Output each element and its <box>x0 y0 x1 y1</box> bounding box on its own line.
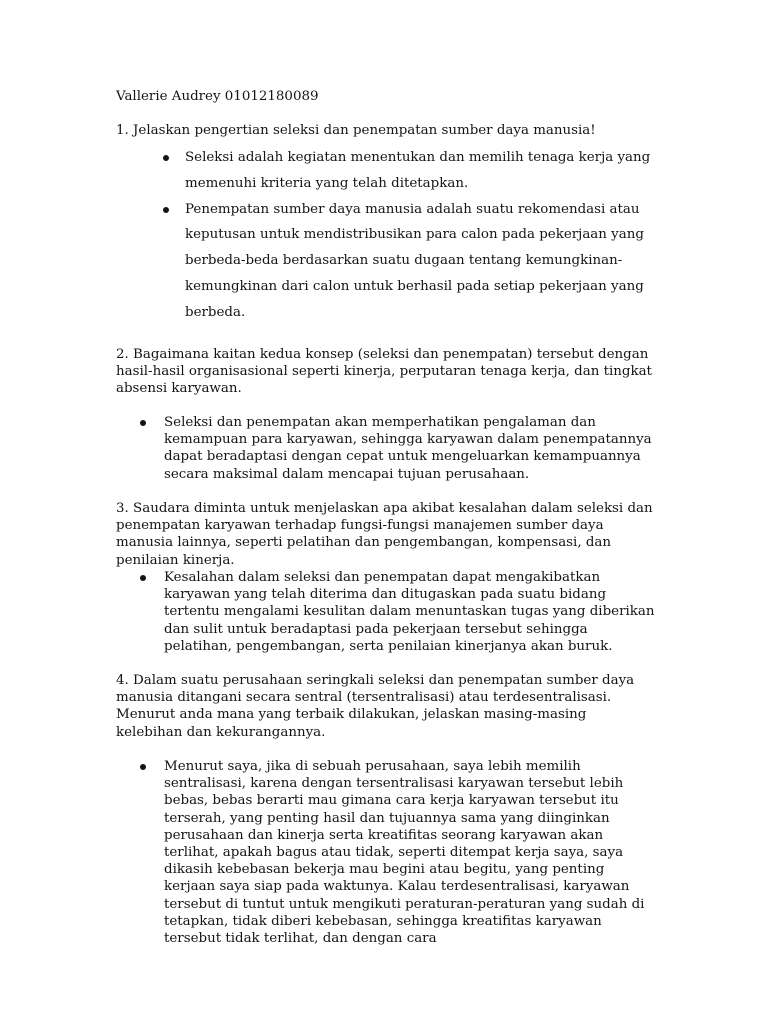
answer-4-list <box>164 758 656 947</box>
answer-text: Penempatan sumber daya manusia adalah suatu rekomendasi atau keputusan untuk mendistribusikan para calon pada pekerjaan yang berbeda-beda berdasarkan suatu dugaan tentang kemungkinan-kemungkinan dari calon untuk berhasil pada setiap pekerjaan yang berbeda. <box>185 201 644 320</box>
question-2: 2. Bagaimana kaitan kedua konsep (seleksi dan penempatan) tersebut dengan hasil-hasil organisasional seperti kinerja, perputaran tenaga kerja, dan tingkat absensi karyawan. <box>116 347 652 397</box>
answer-2-bullet-1 <box>164 414 656 483</box>
answer-4-bullet-1 <box>164 758 656 947</box>
bullet-icon <box>163 155 169 161</box>
question-4: 4. Dalam suatu perusahaan seringkali seleksi dan penempatan sumber daya manusia ditangani secara sentral (tersentralisasi) atau terdesentralisasi. Menurut anda mana yang terbaik dilakukan, jelaskan masing-masing kelebihan dan kekurangannya. <box>116 673 635 740</box>
answer-text: Seleksi adalah kegiatan menentukan dan memilih tenaga kerja yang memenuhi kriteria yang telah ditetapkan. <box>185 150 651 191</box>
answer-3-bullet-1 <box>164 569 656 655</box>
answer-1-bullet-2 <box>185 197 655 326</box>
bullet-icon <box>140 764 146 770</box>
answer-2-list <box>164 414 656 483</box>
answer-text: Kesalahan dalam seleksi dan penempatan dapat mengakibatkan karyawan yang telah diterima dan ditugaskan pada suatu bidang tertentu mengalami kesulitan dalam menuntaskan tugas yang diberikan dan sulit untuk beradaptasi pada pekerjaan tersebut sehingga pelatihan, pengembangan, serta penilaian kinerjanya akan buruk. <box>164 570 655 654</box>
bullet-icon <box>140 420 146 426</box>
question-3: 3. Saudara diminta untuk menjelaskan apa akibat kesalahan dalam seleksi dan penempatan karyawan terhadap fungsi-fungsi manajemen sumber daya manusia lainnya, seperti pelatihan dan pengembangan, kompensasi, dan penilaian kinerja. <box>116 501 653 568</box>
bullet-icon <box>140 575 146 581</box>
answer-3-list <box>164 569 656 655</box>
answer-text: Menurut saya, jika di sebuah perusahaan, saya lebih memilih sentralisasi, karena dengan tersentralisasi karyawan tersebut lebih bebas, bebas berarti mau gimana cara kerja karyawan tersebut itu terserah, yang penting hasil dan tujuannya sama yang diinginkan perusahaan dan kinerja serta kreatifitas seorang karyawan akan terlihat, apakah bagus atau tidak, seperti ditempat kerja saya, saya dikasih kebebasan bekerja mau begini atau begitu, yang penting kerjaan saya siap pada waktunya. Kalau terdesentralisasi, karyawan tersebut di tuntut untuk mengikuti peraturan-peraturan yang sudah di tetapkan, tidak diberi kebebasan, sehingga kreatifitas karyawan tersebut tidak terlihat, dan dengan cara <box>164 759 645 947</box>
question-1: 1. Jelaskan pengertian seleksi dan penempatan sumber daya manusia! <box>116 123 596 138</box>
answer-text: Seleksi dan penempatan akan memperhatikan pengalaman dan kemampuan para karyawan, sehingga karyawan dalam penempatannya dapat beradaptasi dengan cepat untuk mengeluarkan kemampuannya secara maksimal dalam mencapai tujuan perusahaan. <box>164 415 652 482</box>
bullet-icon <box>163 207 169 213</box>
answer-1-bullet-1 <box>185 145 655 197</box>
answer-1-list <box>185 145 655 326</box>
author-line: Vallerie Audrey 01012180089 <box>116 89 319 104</box>
